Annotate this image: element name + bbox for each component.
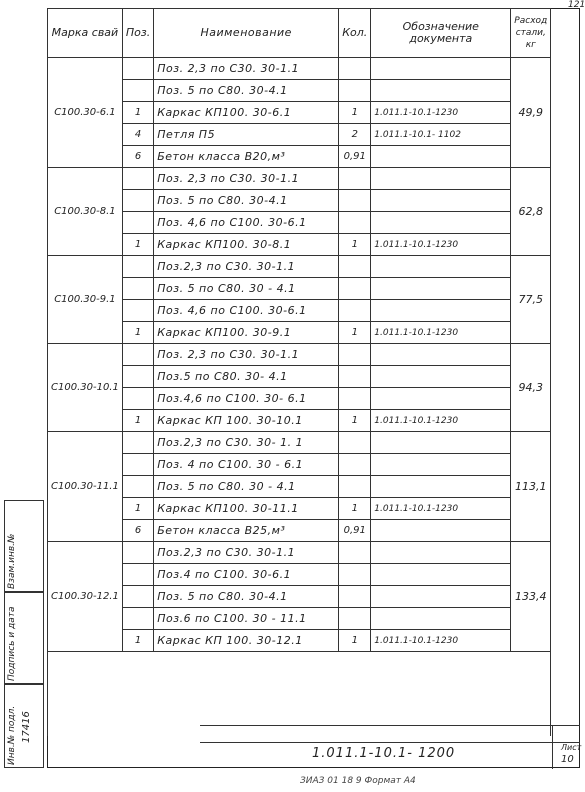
- document-cell: [371, 366, 511, 388]
- empty-row: [48, 652, 551, 737]
- name-cell: Поз.2,3 по С30. 30-1.1: [154, 256, 339, 278]
- steel-mass: 113,1: [511, 432, 551, 542]
- table-row: [48, 300, 551, 322]
- table-row: [48, 212, 551, 234]
- quantity-cell: 1: [339, 410, 371, 432]
- name-cell: Поз. 5 по С80. 30 - 4.1: [154, 476, 339, 498]
- footer-format: ЗИАЗ 01 18 9 Формат А4: [300, 776, 416, 786]
- position-cell: [122, 256, 153, 278]
- position-cell: [122, 344, 153, 366]
- table-row: [48, 278, 551, 300]
- document-cell: [371, 146, 511, 168]
- document-cell: [371, 454, 511, 476]
- position-cell: [122, 58, 153, 80]
- position-cell: [122, 190, 153, 212]
- name-cell: Поз. 2,3 по С30. 30-1.1: [154, 168, 339, 190]
- quantity-cell: [339, 586, 371, 608]
- quantity-cell: [339, 388, 371, 410]
- position-cell: [122, 366, 153, 388]
- table-row: [48, 102, 551, 124]
- name-cell: Петля П5: [154, 124, 339, 146]
- table-row: [48, 608, 551, 630]
- page-number: 121: [568, 0, 585, 10]
- title-block: [200, 742, 580, 769]
- name-cell: Поз.6 по С100. 30 - 11.1: [154, 608, 339, 630]
- table-row: [48, 80, 551, 102]
- quantity-cell: [339, 476, 371, 498]
- document-cell: [371, 212, 511, 234]
- document-cell: [371, 300, 511, 322]
- quantity-cell: 1: [339, 234, 371, 256]
- quantity-cell: [339, 344, 371, 366]
- pile-mark: С100.30-9.1: [48, 256, 123, 344]
- side-inv-number: 17416: [21, 711, 32, 743]
- document-cell: 1.011.1-10.1-1230: [371, 410, 511, 432]
- name-cell: Поз.2,3 по С30. 30-1.1: [154, 542, 339, 564]
- position-cell: [122, 168, 153, 190]
- header-qty: Кол.: [339, 9, 371, 58]
- table-row: [48, 388, 551, 410]
- name-cell: Поз. 5 по С80. 30-4.1: [154, 586, 339, 608]
- document-cell: [371, 388, 511, 410]
- header-poz: Поз.: [122, 9, 153, 58]
- document-cell: [371, 256, 511, 278]
- name-cell: Поз. 5 по С80. 30-4.1: [154, 80, 339, 102]
- name-cell: Поз. 4 по С100. 30 - 6.1: [154, 454, 339, 476]
- position-cell: [122, 476, 153, 498]
- quantity-cell: 2: [339, 124, 371, 146]
- position-cell: [122, 300, 153, 322]
- sheet-number: 10: [561, 754, 574, 765]
- quantity-cell: [339, 608, 371, 630]
- document-cell: [371, 432, 511, 454]
- position-cell: [122, 278, 153, 300]
- document-cell: [371, 586, 511, 608]
- sheet-label: Лист: [561, 743, 582, 752]
- quantity-cell: 1: [339, 102, 371, 124]
- name-cell: Каркас КП100. 30-8.1: [154, 234, 339, 256]
- table-row: [48, 432, 551, 454]
- document-cell: [371, 608, 511, 630]
- position-cell: 1: [122, 322, 153, 344]
- side-stamp: [4, 500, 44, 768]
- quantity-cell: [339, 454, 371, 476]
- side-cell-vzam: [4, 500, 44, 592]
- table-row: [48, 344, 551, 366]
- document-cell: [371, 278, 511, 300]
- pile-mark: С100.30-12.1: [48, 542, 123, 652]
- steel-mass: 49,9: [511, 58, 551, 168]
- name-cell: Поз. 2,3 по С30. 30-1.1: [154, 344, 339, 366]
- name-cell: Поз. 4,6 по С100. 30-6.1: [154, 300, 339, 322]
- document-cell: [371, 520, 511, 542]
- position-cell: 1: [122, 630, 153, 652]
- table-row: [48, 168, 551, 190]
- steel-mass: 62,8: [511, 168, 551, 256]
- quantity-cell: [339, 256, 371, 278]
- document-cell: [371, 58, 511, 80]
- table-row: [48, 542, 551, 564]
- side-label-inv: Инв.№ подл.: [7, 705, 17, 765]
- position-cell: [122, 542, 153, 564]
- document-cell: [371, 542, 511, 564]
- position-cell: [122, 212, 153, 234]
- steel-mass: 94,3: [511, 344, 551, 432]
- specification-table: [47, 8, 551, 736]
- name-cell: Поз. 2,3 по С30. 30-1.1: [154, 58, 339, 80]
- name-cell: Поз. 5 по С80. 30-4.1: [154, 190, 339, 212]
- side-cell-podpis: [4, 592, 44, 684]
- quantity-cell: 1: [339, 322, 371, 344]
- header-row: [48, 9, 551, 58]
- document-cell: 1.011.1-10.1-1230: [371, 234, 511, 256]
- pile-mark: С100.30-6.1: [48, 58, 123, 168]
- name-cell: Каркас КП100. 30-9.1: [154, 322, 339, 344]
- sheet-box: [552, 743, 581, 769]
- name-cell: Поз.5 по С80. 30- 4.1: [154, 366, 339, 388]
- position-cell: [122, 454, 153, 476]
- pile-mark: С100.30-8.1: [48, 168, 123, 256]
- pile-mark: С100.30-10.1: [48, 344, 123, 432]
- position-cell: 1: [122, 410, 153, 432]
- name-cell: Бетон класса В20,м³: [154, 146, 339, 168]
- name-cell: Каркас КП 100. 30-10.1: [154, 410, 339, 432]
- quantity-cell: 1: [339, 498, 371, 520]
- quantity-cell: [339, 564, 371, 586]
- quantity-cell: [339, 366, 371, 388]
- position-cell: 6: [122, 146, 153, 168]
- position-cell: [122, 432, 153, 454]
- table-row: [48, 476, 551, 498]
- name-cell: Поз.4 по С100. 30-6.1: [154, 564, 339, 586]
- name-cell: Каркас КП 100. 30-12.1: [154, 630, 339, 652]
- position-cell: 1: [122, 102, 153, 124]
- name-cell: Бетон класса В25,м³: [154, 520, 339, 542]
- document-cell: 1.011.1-10.1-1230: [371, 630, 511, 652]
- document-cell: 1.011.1-10.1-1230: [371, 498, 511, 520]
- position-cell: [122, 564, 153, 586]
- quantity-cell: [339, 212, 371, 234]
- table-row: [48, 410, 551, 432]
- position-cell: [122, 608, 153, 630]
- table-row: [48, 256, 551, 278]
- pile-mark: С100.30-11.1: [48, 432, 123, 542]
- header-name: Наименование: [154, 9, 339, 58]
- name-cell: Поз. 4,6 по С100. 30-6.1: [154, 212, 339, 234]
- name-cell: Поз.2,3 по С30. 30- 1. 1: [154, 432, 339, 454]
- table-row: [48, 454, 551, 476]
- table-row: [48, 586, 551, 608]
- document-cell: [371, 344, 511, 366]
- header-mark: Марка свай: [48, 9, 123, 58]
- quantity-cell: [339, 542, 371, 564]
- document-code: 1.011.1-10.1- 1200: [312, 746, 456, 761]
- table-row: [48, 498, 551, 520]
- position-cell: 6: [122, 520, 153, 542]
- position-cell: 1: [122, 234, 153, 256]
- document-cell: [371, 168, 511, 190]
- side-label-vzam: Взам.инв.№: [7, 533, 17, 589]
- quantity-cell: [339, 278, 371, 300]
- quantity-cell: [339, 300, 371, 322]
- name-cell: Поз. 5 по С80. 30 - 4.1: [154, 278, 339, 300]
- table-row: [48, 190, 551, 212]
- document-cell: [371, 476, 511, 498]
- document-cell: 1.011.1-10.1-1230: [371, 322, 511, 344]
- document-cell: [371, 564, 511, 586]
- name-cell: Каркас КП100. 30-11.1: [154, 498, 339, 520]
- document-cell: [371, 80, 511, 102]
- title-block-top: [200, 725, 580, 743]
- document-cell: 1.011.1-10.1-1230: [371, 102, 511, 124]
- quantity-cell: [339, 58, 371, 80]
- table-row: [48, 564, 551, 586]
- table-row: [48, 520, 551, 542]
- empty-area: [48, 652, 551, 737]
- steel-mass: 133,4: [511, 542, 551, 652]
- side-label-podpis: Подпись и дата: [7, 606, 17, 681]
- table-row: [48, 322, 551, 344]
- name-cell: Каркас КП100. 30-6.1: [154, 102, 339, 124]
- header-doc: Обозначение документа: [371, 9, 511, 58]
- header-mass: Расход стали, кг: [511, 9, 551, 58]
- position-cell: [122, 388, 153, 410]
- position-cell: [122, 586, 153, 608]
- document-cell: [371, 190, 511, 212]
- document-cell: 1.011.1-10.1- 1102: [371, 124, 511, 146]
- side-cell-inv: [4, 684, 44, 768]
- quantity-cell: 0,91: [339, 520, 371, 542]
- table-row: [48, 630, 551, 652]
- specification-body: [48, 58, 551, 737]
- table-row: [48, 58, 551, 80]
- position-cell: [122, 80, 153, 102]
- steel-mass: 77,5: [511, 256, 551, 344]
- quantity-cell: [339, 432, 371, 454]
- quantity-cell: [339, 190, 371, 212]
- quantity-cell: [339, 168, 371, 190]
- quantity-cell: 1: [339, 630, 371, 652]
- table-row: [48, 124, 551, 146]
- table-row: [48, 146, 551, 168]
- table-row: [48, 234, 551, 256]
- table-row: [48, 366, 551, 388]
- position-cell: 1: [122, 498, 153, 520]
- quantity-cell: 0,91: [339, 146, 371, 168]
- position-cell: 4: [122, 124, 153, 146]
- quantity-cell: [339, 80, 371, 102]
- name-cell: Поз.4,6 по С100. 30- 6.1: [154, 388, 339, 410]
